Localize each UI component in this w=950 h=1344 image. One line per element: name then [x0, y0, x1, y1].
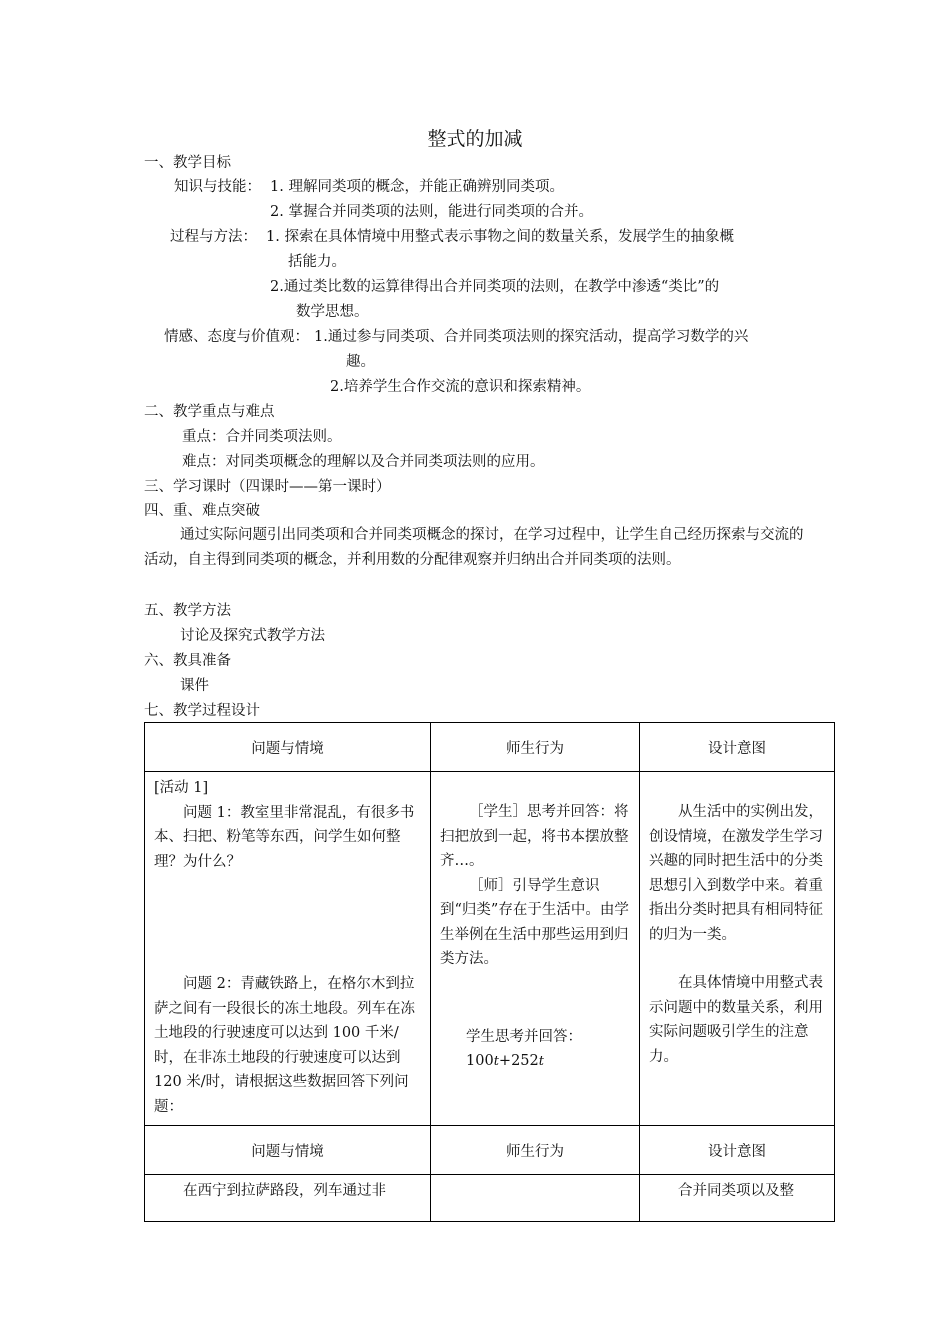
- question-1: 问题 1：教室里非常混乱，有很多书本、扫把、粉笔等东西，问学生如何整理？为什么？: [154, 804, 415, 870]
- section-5-heading: 五、教学方法: [144, 603, 231, 619]
- table-row: [145, 772, 835, 1126]
- expression-coef-2: +252: [498, 1053, 539, 1069]
- expression-var-1: t: [493, 1054, 499, 1069]
- section-7-heading: 七、教学过程设计: [144, 703, 260, 719]
- section-6-body: 课件: [180, 678, 209, 694]
- knowledge-label: 知识与技能：: [174, 179, 261, 195]
- knowledge-item-2: 2. 掌握合并同类项的法则，能进行同类项的合并。: [270, 204, 593, 220]
- process-item-2-cont: 数学思想。: [296, 304, 369, 320]
- emotion-label: 情感、态度与价值观：: [164, 329, 309, 345]
- student-response-1: ［学生］思考并回答：将扫把放到一起，将书本摆放整齐…。: [440, 804, 629, 869]
- process-item-2: 2.通过类比数的运算律得出合并同类项的法则，在教学中渗透“类比”的: [270, 279, 720, 295]
- table-header-row-2: [145, 1126, 835, 1175]
- intent-cell-3: [640, 1175, 835, 1222]
- section-4-body: 通过实际问题引出同类项和合并同类项概念的探讨，在学习过程中，让学生自己经历探索与交流的活动，自主得到同类项的概念，并利用数的分配律观察并归纳出合并同类项的法则。: [144, 527, 804, 568]
- expression-coef-1: 100: [466, 1053, 494, 1069]
- teacher-guidance-1: ［师］引导学生意识到“归类”存在于生活中。由学生举例在生活中那些运用到归类方法。: [440, 877, 629, 967]
- header-problem: 问题与情境: [145, 723, 431, 772]
- emotion-item-1: 1.通过参与同类项、合并同类项法则的探究活动，提高学习数学的兴: [314, 329, 749, 345]
- difficult-point: 难点：对同类项概念的理解以及合并同类项法则的应用。: [182, 454, 545, 470]
- process-item-1-cont: 括能力。: [288, 254, 346, 270]
- question-2: 问题 2：青藏铁路上，在格尔木到拉萨之间有一段很长的冻土地段。列车在冻土地段的行驶速度可以达到 100 千米/时，在非冻土地段的行驶速度可以达到 120 米/时，请根据这些数据回答下列问题：: [154, 976, 415, 1115]
- intent-cell: [640, 772, 835, 1126]
- behavior-cell-3: [431, 1175, 640, 1222]
- header-behavior-2: 师生行为: [431, 1126, 640, 1175]
- activity-label: [活动 1]: [154, 780, 209, 796]
- section-2-heading: 二、教学重点与难点: [144, 404, 275, 420]
- header-problem-2: 问题与情境: [145, 1126, 431, 1175]
- student-response-2: 学生思考并回答：: [466, 1028, 582, 1045]
- section-5-body: 讨论及探究式教学方法: [180, 628, 325, 644]
- header-behavior: 师生行为: [431, 723, 640, 772]
- teaching-process-table: [144, 722, 835, 1222]
- section-1-heading: 一、教学目标: [144, 155, 231, 171]
- key-point: 重点：合并同类项法则。: [182, 429, 342, 445]
- problem-cell: [145, 772, 431, 1126]
- problem-cell-3: [145, 1175, 431, 1222]
- knowledge-item-1: 1. 理解同类项的概念，并能正确辨别同类项。: [270, 179, 564, 195]
- design-intent-1: 从生活中的实例出发，创设情境，在激发学生学习兴趣的同时把生活中的分类思想引入到数学中来。着重指出分类时把具有相同特征的归为一类。: [649, 804, 823, 943]
- table-header-row: [145, 723, 835, 772]
- process-label: 过程与方法：: [170, 229, 257, 245]
- expression: [440, 1049, 631, 1075]
- section-3-heading: 三、学习课时（四课时——第一课时）: [144, 479, 391, 495]
- design-intent-2: 在具体情境中用整式表示问题中的数量关系，利用实际问题吸引学生的注意力。: [649, 975, 823, 1065]
- header-intent-2: 设计意图: [640, 1126, 835, 1175]
- section-4-heading: 四、重、难点突破: [144, 503, 260, 519]
- question-3-start: 在西宁到拉萨路段，列车通过非: [183, 1183, 386, 1199]
- behavior-cell: [431, 772, 640, 1126]
- section-6-heading: 六、教具准备: [144, 653, 231, 669]
- design-intent-3-start: 合并同类项以及整: [678, 1183, 794, 1199]
- table-row: [145, 1175, 835, 1222]
- process-item-1: 1. 探索在具体情境中用整式表示事物之间的数量关系，发展学生的抽象概: [266, 229, 734, 245]
- page-title: 整式的加减: [427, 128, 523, 150]
- expression-var-2: t: [538, 1054, 544, 1069]
- emotion-item-1-cont: 趣。: [346, 354, 375, 370]
- emotion-item-2: 2.培养学生合作交流的意识和探索精神。: [330, 379, 591, 395]
- header-intent: 设计意图: [640, 723, 835, 772]
